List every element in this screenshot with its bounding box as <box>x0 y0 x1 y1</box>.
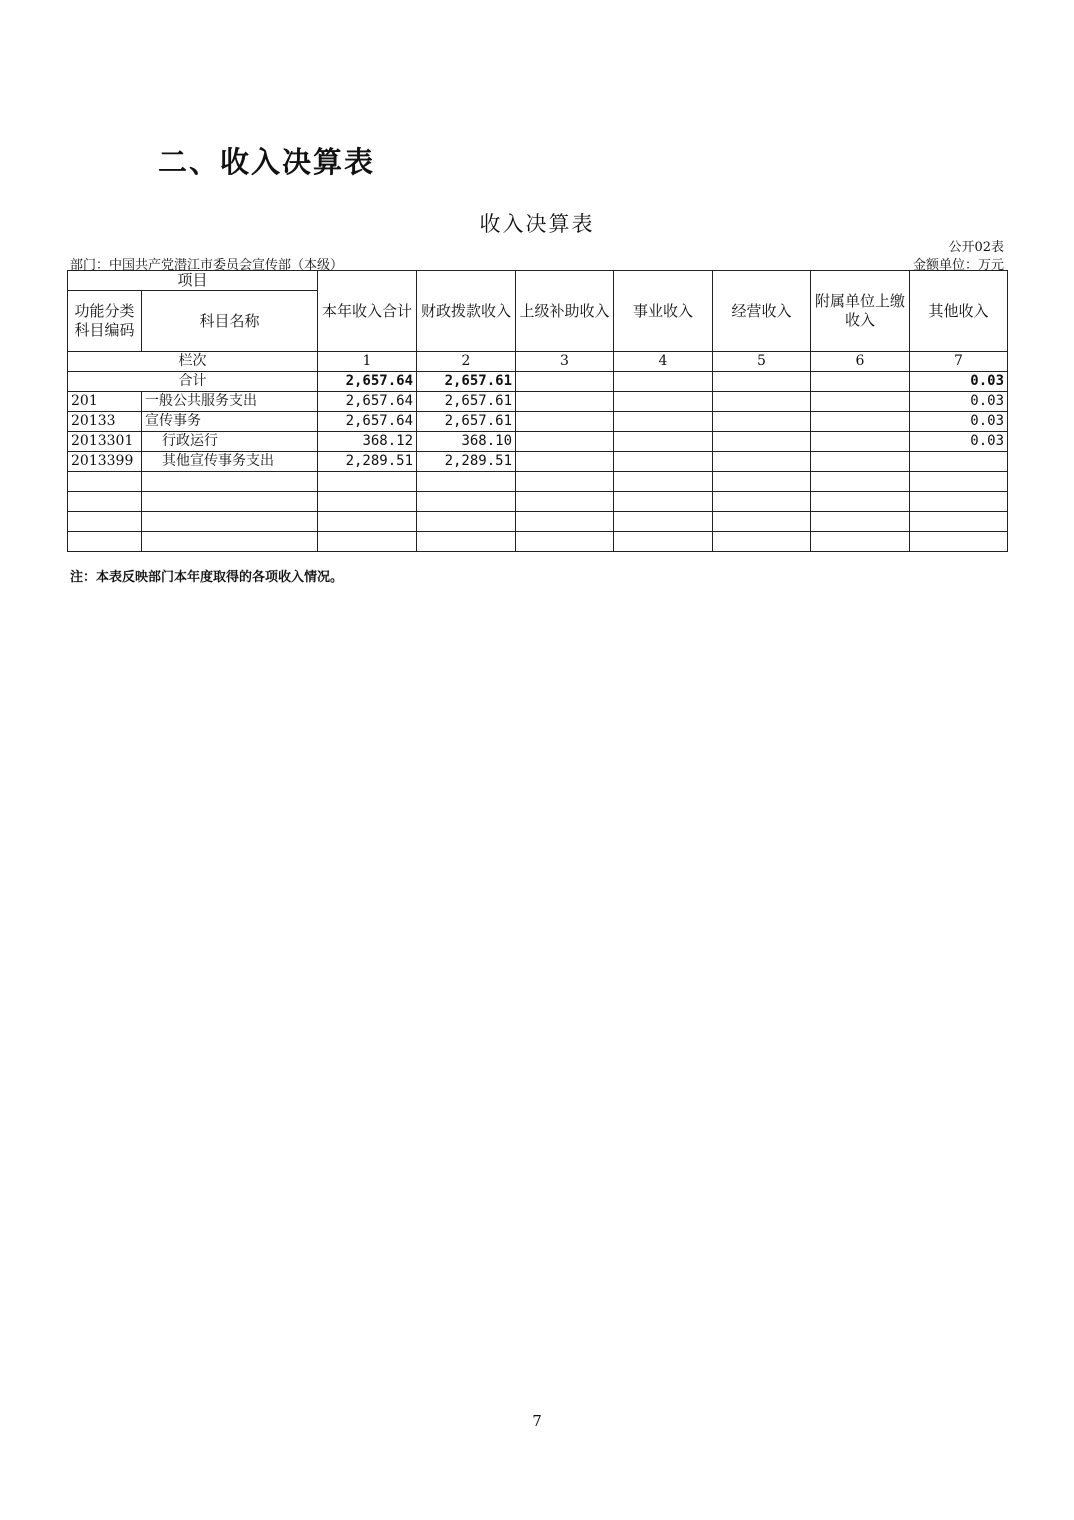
table-row <box>68 432 1008 452</box>
row-label: 栏次 <box>68 352 318 372</box>
row-name: 行政运行 <box>142 432 318 452</box>
row-value: 2,289.51 <box>318 452 417 472</box>
table-row <box>68 392 1008 412</box>
row-value: 368.10 <box>417 432 516 452</box>
row-name: 其他宣传事务支出 <box>142 452 318 472</box>
row-value <box>713 412 811 432</box>
row-code: 2013399 <box>68 452 142 472</box>
row-value <box>713 452 811 472</box>
amount-unit-label: 金额单位：万元 <box>912 258 1004 273</box>
total-value: 2,657.64 <box>318 372 417 392</box>
total-value <box>713 372 811 392</box>
total-value <box>614 372 713 392</box>
row-value: 2,289.51 <box>417 452 516 472</box>
row-value: 0.03 <box>910 412 1008 432</box>
row-value <box>614 412 713 432</box>
total-value: 0.03 <box>910 372 1008 392</box>
row-value <box>516 452 614 472</box>
empty-row <box>68 532 1008 552</box>
total-value: 2,657.61 <box>417 372 516 392</box>
table-row <box>68 452 1008 472</box>
col-number: 4 <box>614 352 713 372</box>
row-value <box>516 412 614 432</box>
col-number: 7 <box>910 352 1008 372</box>
total-value <box>516 372 614 392</box>
page-number: 7 <box>532 1412 542 1430</box>
row-value: 0.03 <box>910 432 1008 452</box>
header-col-3: 上级补助收入 <box>516 271 614 352</box>
row-value: 368.12 <box>318 432 417 452</box>
row-code: 2013301 <box>68 432 142 452</box>
col-number: 3 <box>516 352 614 372</box>
row-name: 宣传事务 <box>142 412 318 432</box>
total-row <box>68 372 1008 392</box>
row-value <box>811 432 910 452</box>
empty-row <box>68 512 1008 532</box>
department-label: 部门：中国共产党潜江市委员会宣传部（本级） <box>70 258 344 273</box>
col-number: 6 <box>811 352 910 372</box>
header-col-4: 事业收入 <box>614 271 713 352</box>
header-code: 功能分类科目编码 <box>68 291 142 352</box>
total-label: 合计 <box>68 372 318 392</box>
row-value <box>811 392 910 412</box>
row-value <box>713 392 811 412</box>
row-value <box>910 452 1008 472</box>
row-value <box>811 412 910 432</box>
row-value: 2,657.61 <box>417 412 516 432</box>
header-col-1: 本年收入合计 <box>318 271 417 352</box>
row-value <box>614 392 713 412</box>
header-col-5: 经营收入 <box>713 271 811 352</box>
row-code: 20133 <box>68 412 142 432</box>
row-value <box>516 432 614 452</box>
table-note: 注：本表反映部门本年度取得的各项收入情况。 <box>70 570 344 585</box>
table-title: 收入决算表 <box>479 212 595 236</box>
row-value <box>713 432 811 452</box>
row-value: 2,657.64 <box>318 412 417 432</box>
row-value <box>811 452 910 472</box>
income-table <box>67 270 1008 552</box>
header-item: 项目 <box>68 271 318 291</box>
empty-row <box>68 492 1008 512</box>
section-heading: 二、收入决算表 <box>158 145 376 179</box>
header-col-6: 附属单位上缴收入 <box>811 271 910 352</box>
header-col-7: 其他收入 <box>910 271 1008 352</box>
row-name: 一般公共服务支出 <box>142 392 318 412</box>
total-value <box>811 372 910 392</box>
row-value <box>614 452 713 472</box>
col-number: 1 <box>318 352 417 372</box>
empty-row <box>68 472 1008 492</box>
row-value <box>614 432 713 452</box>
row-value <box>516 392 614 412</box>
row-value: 0.03 <box>910 392 1008 412</box>
col-number: 5 <box>713 352 811 372</box>
row-value: 2,657.64 <box>318 392 417 412</box>
row-code: 201 <box>68 392 142 412</box>
col-number: 2 <box>417 352 516 372</box>
table-row <box>68 412 1008 432</box>
row-value: 2,657.61 <box>417 392 516 412</box>
header-name: 科目名称 <box>142 291 318 352</box>
form-number: 公开02表 <box>948 240 1004 255</box>
header-col-2: 财政拨款收入 <box>417 271 516 352</box>
